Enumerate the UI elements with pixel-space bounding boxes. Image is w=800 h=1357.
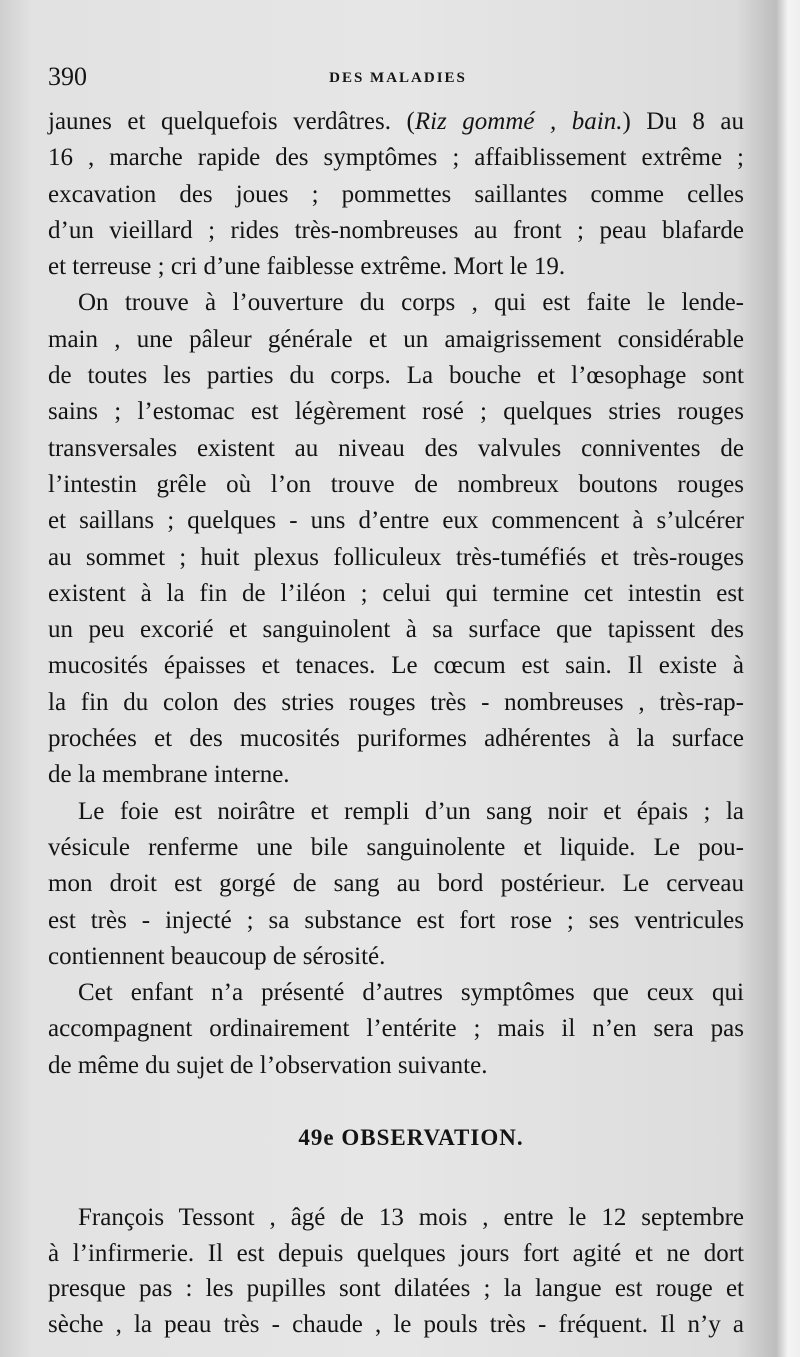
text-line: Cet enfant n’a présenté d’autres symptômes que ceux qui bbox=[78, 979, 744, 1007]
text-line: et saillans ; quelques - uns d’entre eux commencent à s’ulcérer bbox=[48, 507, 744, 535]
page-header bbox=[48, 62, 748, 98]
text-line: On trouve à l’ouverture du corps , qui est faite le lende- bbox=[78, 289, 744, 317]
text-line: 16 , marche rapide des symptômes ; affaiblissement extrême ; bbox=[48, 144, 744, 172]
paragraph-1 bbox=[48, 104, 744, 285]
text-line: de toutes les parties du corps. La bouche et l’œsophage sont bbox=[48, 362, 744, 390]
section-spacer bbox=[48, 1158, 744, 1200]
text-line: contiennent beaucoup de sérosité. bbox=[48, 942, 386, 970]
text-line: mucosités épaisses et tenaces. Le cœcum est sain. Il existe à bbox=[48, 652, 744, 680]
page-number: 390 bbox=[48, 62, 87, 91]
text-line: existent à la fin de l’iléon ; celui qui termine cet intestin est bbox=[48, 579, 744, 607]
text-line: sèche , la peau très - chaude , le pouls très - fréquent. Il n’y a bbox=[48, 1310, 744, 1338]
paragraph-3 bbox=[48, 794, 744, 975]
text-line: sains ; l’estomac est légèrement rosé ; quelques stries rouges bbox=[48, 398, 744, 426]
page-body bbox=[48, 104, 744, 1342]
paragraph-2 bbox=[48, 285, 744, 793]
text-line: un peu excorié et sanguinolent à sa surface que tapissent des bbox=[48, 616, 744, 644]
text-line: jaunes et quelquefois verdâtres. (Riz gommé , bain.) Du 8 au bbox=[48, 108, 744, 135]
text-line: transversales existent au niveau des valvules conniventes de bbox=[48, 434, 744, 462]
observation-heading: 49e OBSERVATION. bbox=[298, 1125, 524, 1151]
text-line: presque pas : les pupilles sont dilatées ; la langue est rouge et bbox=[48, 1275, 744, 1303]
paragraph-4 bbox=[48, 975, 744, 1084]
text-line: excavation des joues ; pommettes saillantes comme celles bbox=[48, 180, 744, 208]
section-spacer bbox=[48, 1084, 744, 1118]
text-line: main , une pâleur générale et un amaigrissement considérable bbox=[48, 325, 744, 353]
text-line: d’un vieillard ; rides très-nombreuses au front ; peau blafarde bbox=[48, 216, 744, 244]
text-line: à l’infirmerie. Il est depuis quelques jours fort agité et ne dort bbox=[48, 1239, 744, 1267]
treatment-italic: Riz gommé , bain. bbox=[414, 108, 623, 135]
text-line: mon droit est gorgé de sang au bord postérieur. Le cerveau bbox=[48, 870, 744, 898]
text-line: de même du sujet de l’observation suivante. bbox=[48, 1051, 488, 1079]
text-line: accompagnent ordinairement l’entérite ; mais il n’en sera pas bbox=[48, 1015, 744, 1043]
text-line: l’intestin grêle où l’on trouve de nombreux boutons rouges bbox=[48, 470, 744, 498]
text-line: de la membrane interne. bbox=[48, 761, 290, 789]
text-line: Le foie est noirâtre et rempli d’un sang noir et épais ; la bbox=[78, 797, 744, 825]
text-line: vésicule renferme une bile sanguinolente et liquide. Le pou- bbox=[48, 833, 744, 861]
running-title: DES MALADIES bbox=[329, 70, 467, 86]
text-line: et terreuse ; cri d’une faiblesse extrême. Mort le 19. bbox=[48, 253, 566, 281]
text-line: la fin du colon des stries rouges très - nombreuses , très-rap- bbox=[48, 688, 744, 716]
paragraph-5 bbox=[48, 1200, 744, 1342]
text-line: François Tessont , âgé de 13 mois , entre le 12 septembre bbox=[78, 1204, 744, 1232]
text-line: au sommet ; huit plexus folliculeux très-tuméfiés et très-rouges bbox=[48, 543, 744, 571]
text-line: prochées et des mucosités puriformes adhérentes à la surface bbox=[48, 725, 744, 753]
text-line: est très - injecté ; sa substance est fort rose ; ses ventricules bbox=[48, 906, 744, 934]
